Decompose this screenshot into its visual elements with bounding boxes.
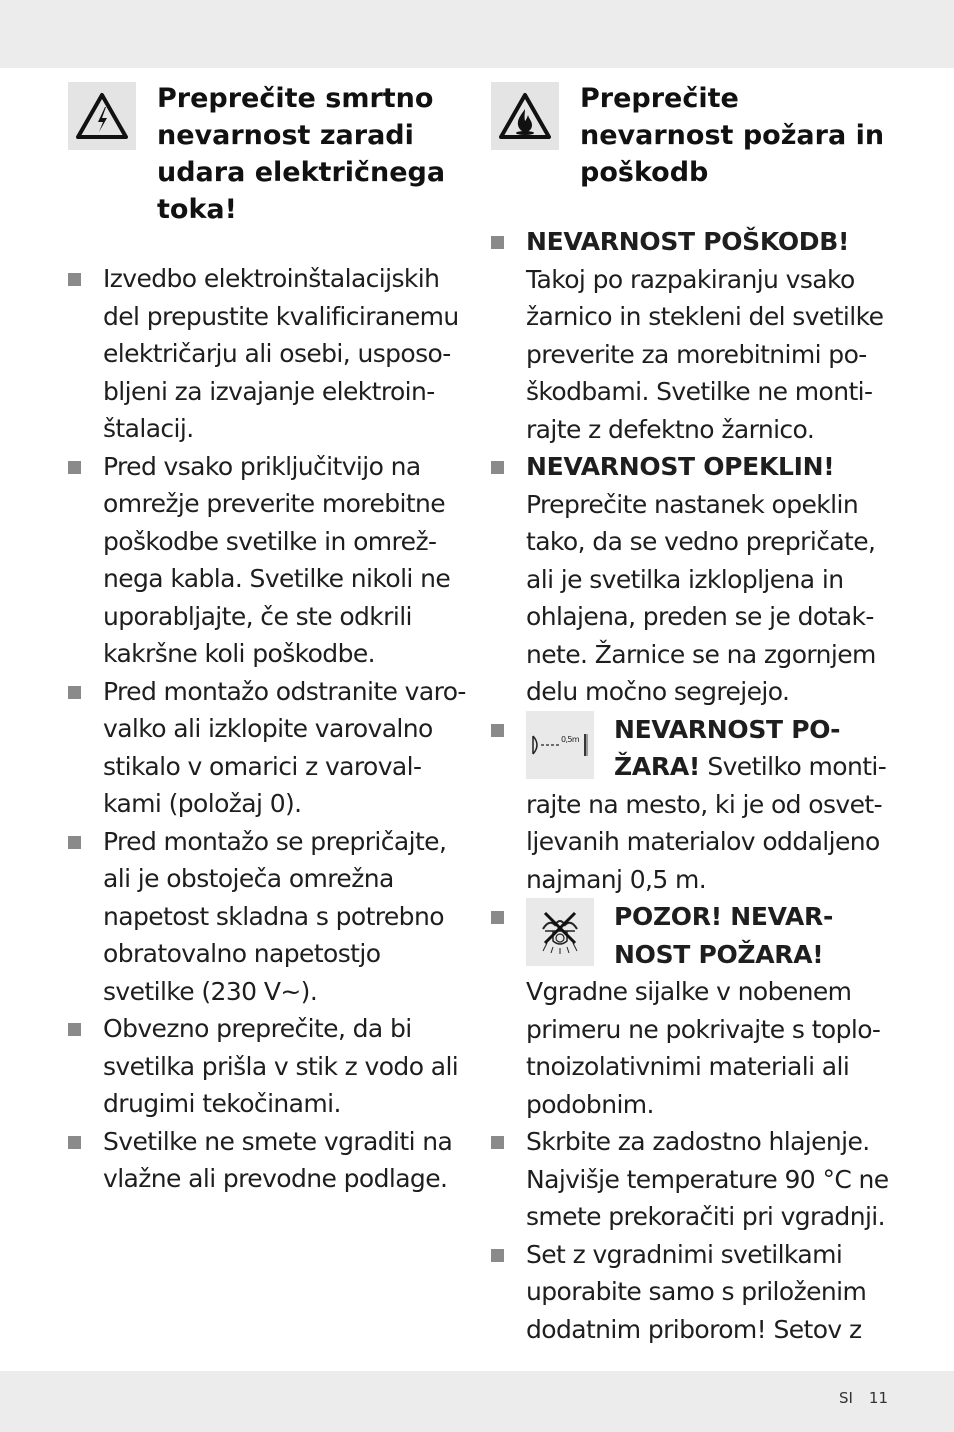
list-item: Obvezno preprečite, da bi svetilka prišla v stik z vodo ali drugimi tekočinami. bbox=[68, 1010, 468, 1123]
right-column bbox=[491, 80, 891, 1348]
electric-warning-icon bbox=[68, 82, 136, 150]
header-band bbox=[0, 0, 954, 68]
left-section-title: Preprečite smrtno nevarnost zaradi udara električnega toka! bbox=[157, 83, 446, 225]
right-list bbox=[491, 223, 891, 1348]
left-section-header bbox=[68, 80, 468, 228]
list-item bbox=[491, 223, 891, 448]
list-item: Pred vsako priključitvijo na omrežje preverite morebitne poškodbe svetilke in omrežnega kabla. Svetilke nikoli ne uporabljajte, če ste odkrili kakršne koli poškodbe. bbox=[68, 448, 468, 673]
warning-text: Svetilko montirajte na mesto, ki je od osvetljevanih materialov oddaljeno najmanj 0,5 m. bbox=[526, 752, 887, 894]
warning-label: NEVARNOST OPEKLIN! bbox=[526, 452, 835, 481]
right-section-title: Preprečite nevarnost požara in poškodb bbox=[580, 83, 885, 188]
list-item bbox=[491, 898, 891, 1123]
page-number: 11 bbox=[868, 1389, 888, 1407]
warning-text: Preprečite nastanek opeklin tako, da se vedno prepričate, ali je svetilka izklopljena in ohlajena, preden se je dotaknete. Žarnice se na zgornjem delu močno segrejejo. bbox=[526, 489, 876, 706]
footer-band bbox=[0, 1371, 954, 1432]
no-insulation-cover-icon bbox=[526, 898, 594, 966]
language-code: SI bbox=[838, 1389, 853, 1407]
warning-label: NEVARNOST POŠKODB! bbox=[526, 227, 850, 256]
list-item bbox=[491, 711, 891, 899]
right-section-header bbox=[491, 80, 891, 191]
list-item: Skrbite za zadostno hlajenje. Najvišje temperature 90 °C ne smete prekoračiti pri vgradnji. bbox=[491, 1123, 891, 1236]
list-item: Svetilke ne smete vgraditi na vlažne ali prevodne podlage. bbox=[68, 1123, 468, 1198]
warning-label: NEVARNOST POŽARA! bbox=[614, 714, 841, 781]
fire-warning-icon bbox=[491, 82, 559, 150]
left-column bbox=[68, 80, 468, 1198]
warning-label: POZOR! NEVARNOST POŽARA! bbox=[614, 902, 834, 969]
list-item bbox=[491, 448, 891, 711]
list-item: Pred montažo odstranite varovalko ali izklopite varovalno stikalo v omarici z varovalkami (položaj 0). bbox=[68, 673, 468, 823]
list-item: Pred montažo se prepričajte, ali je obstoječa omrežna napetost skladna s potrebno obratovalno napetostjo svetilke (230 V~). bbox=[68, 823, 468, 1011]
warning-text: Takoj po razpakiranju vsako žarnico in stekleni del svetilke preverite za morebitnimi poškodbami. Svetilke ne montirajte z defektno žarnico. bbox=[526, 264, 884, 444]
warning-text: Vgradne sijalke v nobenem primeru ne pokrivajte s toplotnoizolativnimi materiali ali podobnim. bbox=[526, 977, 881, 1119]
distance-0-5m-icon bbox=[526, 711, 594, 779]
left-list bbox=[68, 260, 468, 1198]
distance-label: 0,5m bbox=[561, 734, 580, 744]
list-item: Set z vgradnimi svetilkami uporabite samo s priloženim dodatnim priborom! Setov z bbox=[491, 1236, 891, 1349]
list-item: Izvedbo elektroinštalacijskih del prepustite kvalificiranemu električarju ali osebi, usposobljeni za izvajanje elektroinštalacij. bbox=[68, 260, 468, 448]
page-footer bbox=[839, 1389, 888, 1407]
